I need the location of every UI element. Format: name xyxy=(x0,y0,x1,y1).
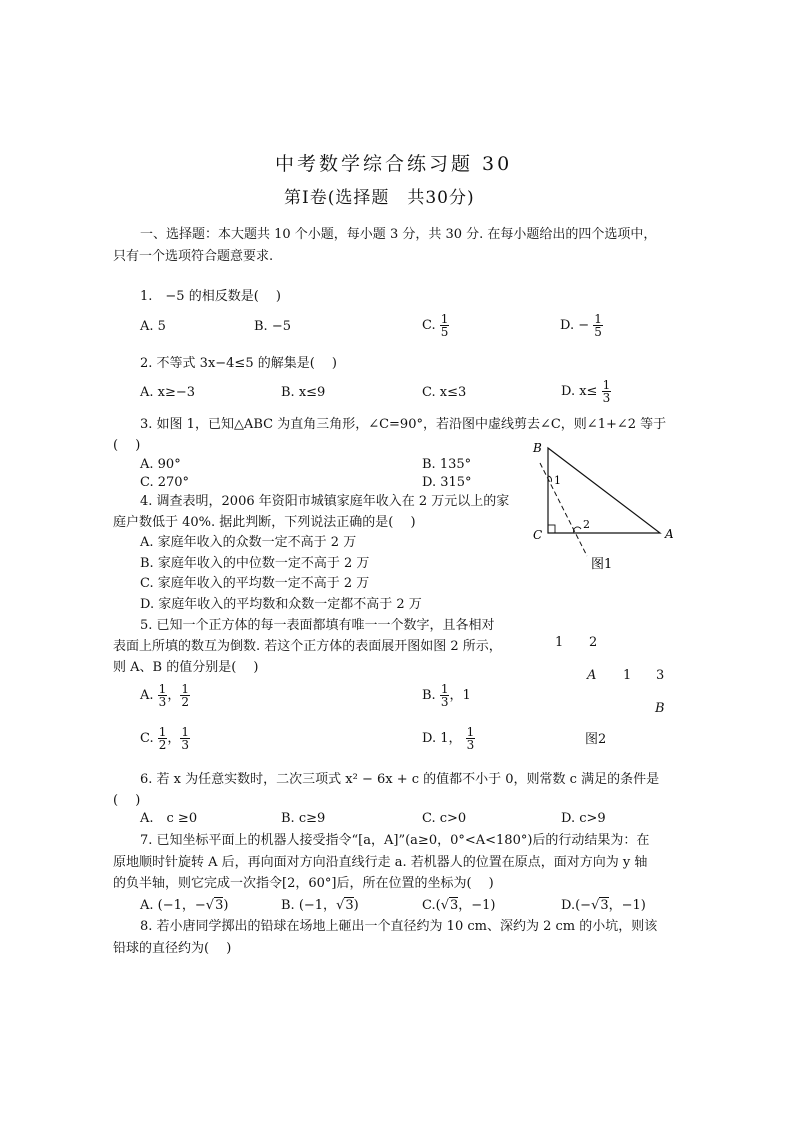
q8-stem-line-1: 8. 若小唐同学掷出的铅球在场地上砸出一个直径约为 10 cm、深约为 2 cm 的小坑，则该 xyxy=(140,919,658,934)
q1-option-b: B. −5 xyxy=(254,319,291,334)
instructions-line-1: 一、选择题：本大题共 10 个小题，每小题 3 分，共 30 分. 在每小题给出的四个选项中， xyxy=(140,227,657,242)
vertex-b-label: B xyxy=(533,441,542,455)
q5-a-fraction-2: $\frac{1}{2}$ xyxy=(181,682,189,709)
q4-option-a: A. 家庭年收入的众数一定不高于 2 万 xyxy=(140,535,357,550)
fig2-cell-b: B xyxy=(655,701,665,716)
q2-option-b: B. x≤9 xyxy=(281,385,326,400)
q7-option-b: B. (−1，√3) xyxy=(281,898,359,913)
q4-option-d: D. 家庭年收入的平均数和众数一定都不高于 2 万 xyxy=(140,597,422,612)
vertex-c-label: C xyxy=(533,528,543,542)
q2-d-fraction: $\frac{1}{3}$ xyxy=(602,378,611,405)
fig2-cell-3: 3 xyxy=(656,668,665,683)
q5-option-c: C. $\frac{1}{2}$ ， $\frac{1}{3}$ xyxy=(140,725,190,752)
angle-1-label: 1 xyxy=(554,474,561,487)
figure-1-triangle xyxy=(525,438,685,578)
q6-option-a: A. c ≥0 xyxy=(140,811,198,826)
q1-option-c: C. $\frac{1}{5}$ xyxy=(422,312,449,339)
q5-d-fraction: $\frac{1}{3}$ xyxy=(466,725,475,752)
q6-stem-line-1: 6. 若 x 为任意实数时，二次三项式 x² − 6x + c 的值都不小于 0，则常数 c 满足的条件是 xyxy=(140,772,660,787)
right-angle-mark xyxy=(548,525,555,533)
q1-c-fraction: $\frac{1}{5}$ xyxy=(440,312,449,339)
q2-option-d: D. x≤ $\frac{1}{3}$ xyxy=(561,378,611,405)
q7-option-a: A. (−1，−√3) xyxy=(140,898,229,913)
vertex-a-label: A xyxy=(665,527,674,541)
fig2-cell-1: 1 xyxy=(555,635,564,650)
q2-option-a: A. x≥−3 xyxy=(140,385,196,400)
q7-stem-line-3: 的负半轴，则它完成一次指令[2，60°]后，所在位置的坐标为( ) xyxy=(113,876,494,891)
q7-option-c: C.(√3，−1) xyxy=(422,898,496,913)
figure-1-caption: 图1 xyxy=(591,557,613,572)
q6-option-d: D. c>9 xyxy=(561,811,606,826)
q5-option-a: A. $\frac{1}{3}$ ， $\frac{1}{2}$ xyxy=(140,682,189,709)
q1-d-fraction: $\frac{1}{5}$ xyxy=(594,312,602,339)
q5-c-fraction-1: $\frac{1}{2}$ xyxy=(158,725,167,752)
q5-a-fraction-1: $\frac{1}{3}$ xyxy=(158,682,167,709)
q7-stem-line-2: 原地顺时针旋转 A 后，再向面对方向沿直线行走 a. 若机器人的位置在原点，面对方向为 y 轴 xyxy=(113,855,648,870)
page-title: 中考数学综合练习题 30 xyxy=(275,153,513,175)
fig2-cell-2: 2 xyxy=(589,635,598,650)
q5-option-b: B. $\frac{1}{3}$ ，1 xyxy=(422,682,471,709)
q3-option-b: B. 135° xyxy=(422,457,472,472)
q4-stem-line-1: 4. 调查表明，2006 年资阳市城镇家庭年收入在 2 万元以上的家 xyxy=(140,494,510,509)
q3-option-c: C. 270° xyxy=(140,475,190,490)
q7-stem-line-1: 7. 已知坐标平面上的机器人接受指令“[a，A]”(a≥0，0°<A<180°)后的行动结果为：在 xyxy=(140,833,650,848)
q1-stem: 1. −5 的相反数是( ) xyxy=(140,289,281,304)
q4-stem-line-2: 庭户数低于 40%. 据此判断，下列说法正确的是( ) xyxy=(113,515,416,530)
q4-option-b: B. 家庭年收入的中位数一定不高于 2 万 xyxy=(140,556,370,571)
q7-option-d: D.(−√3，−1) xyxy=(561,898,646,913)
q6-option-c: C. c>0 xyxy=(422,811,467,826)
angle-2-arc xyxy=(573,527,581,533)
q4-option-c: C. 家庭年收入的平均数一定不高于 2 万 xyxy=(140,576,370,591)
q5-b-fraction: $\frac{1}{3}$ xyxy=(440,682,449,709)
q3-stem-line-1: 3. 如图 1，已知△ABC 为直角三角形，∠C=90°，若沿图中虚线剪去∠C，则∠1+∠2 等于 xyxy=(140,417,667,432)
q5-stem-line-3: 则 A、B 的值分别是( ) xyxy=(113,660,259,675)
cut-dashed-line xyxy=(540,463,587,556)
q3-option-d: D. 315° xyxy=(422,475,472,490)
q1-option-d: D. − $\frac{1}{5}$ xyxy=(560,312,602,339)
q5-stem-line-2: 表面上所填的数互为倒数. 若这个正方体的表面展开图如图 2 所示， xyxy=(113,639,502,654)
angle-2-label: 2 xyxy=(583,518,590,531)
fig2-cell-a: A xyxy=(587,668,597,683)
q5-stem-line-1: 5. 已知一个正方体的每一表面都填有唯一一个数字，且各相对 xyxy=(140,618,495,633)
q2-option-c: C. x≤3 xyxy=(422,385,467,400)
section-heading: 第Ⅰ卷(选择题 共30分) xyxy=(284,188,475,208)
q6-stem-line-2: ( ) xyxy=(113,793,141,808)
fig2-cell-1b: 1 xyxy=(623,668,632,683)
q6-option-b: B. c≥9 xyxy=(281,811,326,826)
q3-option-a: A. 90° xyxy=(140,457,181,472)
q1-option-a: A. 5 xyxy=(140,319,166,334)
instructions-line-2: 只有一个选项符合题意要求. xyxy=(113,249,274,264)
figure-2-caption: 图2 xyxy=(585,732,607,747)
q5-option-d: D. 1， $\frac{1}{3}$ xyxy=(422,725,475,752)
triangle-abc xyxy=(548,448,660,533)
q5-c-fraction-2: $\frac{1}{3}$ xyxy=(181,725,190,752)
q3-stem-line-2: ( ) xyxy=(113,438,141,453)
q8-stem-line-2: 铅球的直径约为( ) xyxy=(113,941,232,956)
q2-stem: 2. 不等式 3x−4≤5 的解集是( ) xyxy=(140,356,338,371)
